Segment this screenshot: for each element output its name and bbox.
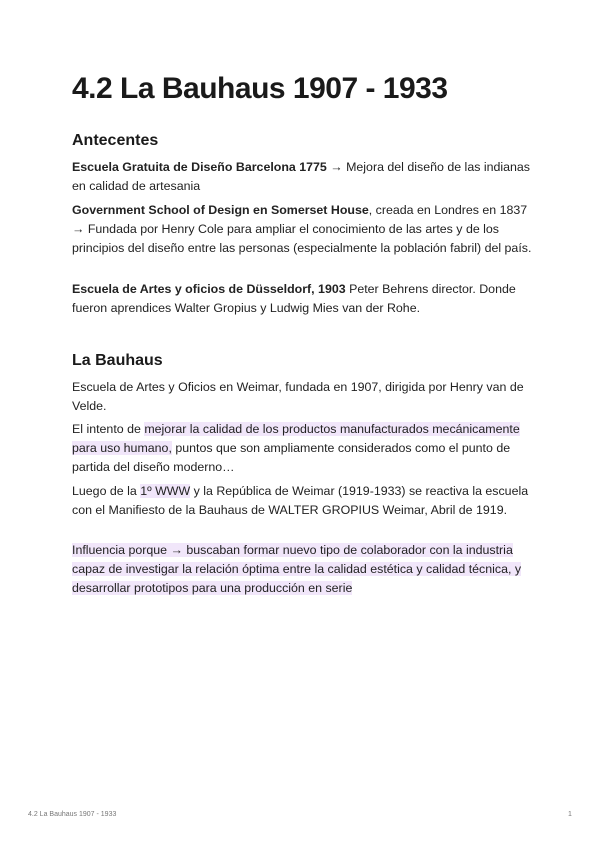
paragraph-manifiesto-highlight: 1º WWW [140,484,191,498]
paragraph-somerset-text: , creada en Londres en 1837 → Fundada por Henry Cole para ampliar el conocimiento de las artes y de los principios del diseño entre las personas (especialmente la población fabril) del país. [72,203,532,255]
paragraph-dusseldorf [72,280,534,318]
paragraph-influencia [72,541,534,598]
paragraph-intento-post: puntos que son ampliamente considerados como el punto de partida del diseño moderno… [72,441,511,474]
paragraph-somerset-bold: Government School of Design en Somerset House [72,203,369,217]
paragraph-dusseldorf-text: Peter Behrens director. Donde fueron aprendices Walter Gropius y Ludwig Mies van der Rohe. [72,282,516,315]
section-heading-antecedentes: Antecentes [72,132,159,149]
paragraph-barcelona-bold: Escuela Gratuita de Diseño Barcelona 1775 [72,160,327,174]
paragraph-manifiesto-pre: Luego de la [72,484,141,498]
paragraph-intento [72,420,534,477]
paragraph-manifiesto-post: y la República de Weimar (1919-1933) se reactiva la escuela con el Manifiesto de la Bauhaus de WALTER GROPIUS Weimar, Abril de 1919. [72,484,529,517]
footer-page-number: 1 [568,811,572,818]
paragraph-barcelona [72,158,534,196]
footer-title: 4.2 La Bauhaus 1907 - 1933 [28,811,117,818]
paragraph-weimar: Escuela de Artes y Oficios en Weimar, fundada en 1907, dirigida por Henry van de Velde. [72,380,524,413]
paragraph-intento-highlight: mejorar la calidad de los productos manufacturados mecánicamente para uso humano, [72,422,520,455]
paragraph-barcelona-text: → Mejora del diseño de las indianas en calidad de artesania [72,160,530,193]
paragraph-influencia-highlight: Influencia porque → buscaban formar nuevo tipo de colaborador con la industria capaz de investigar la relación óptima entre la calidad estética y calidad técnica, y desarrollar prototipos para una producción en serie [72,543,522,595]
paragraph-somerset [72,201,534,258]
paragraph-manifiesto [72,482,534,520]
page-title: 4.2 La Bauhaus 1907 - 1933 [72,72,448,105]
section-heading-bauhaus: La Bauhaus [72,352,163,369]
paragraph-dusseldorf-bold: Escuela de Artes y oficios de Düsseldorf, 1903 [72,282,346,296]
paragraph-intento-pre: El intento de [72,422,145,436]
